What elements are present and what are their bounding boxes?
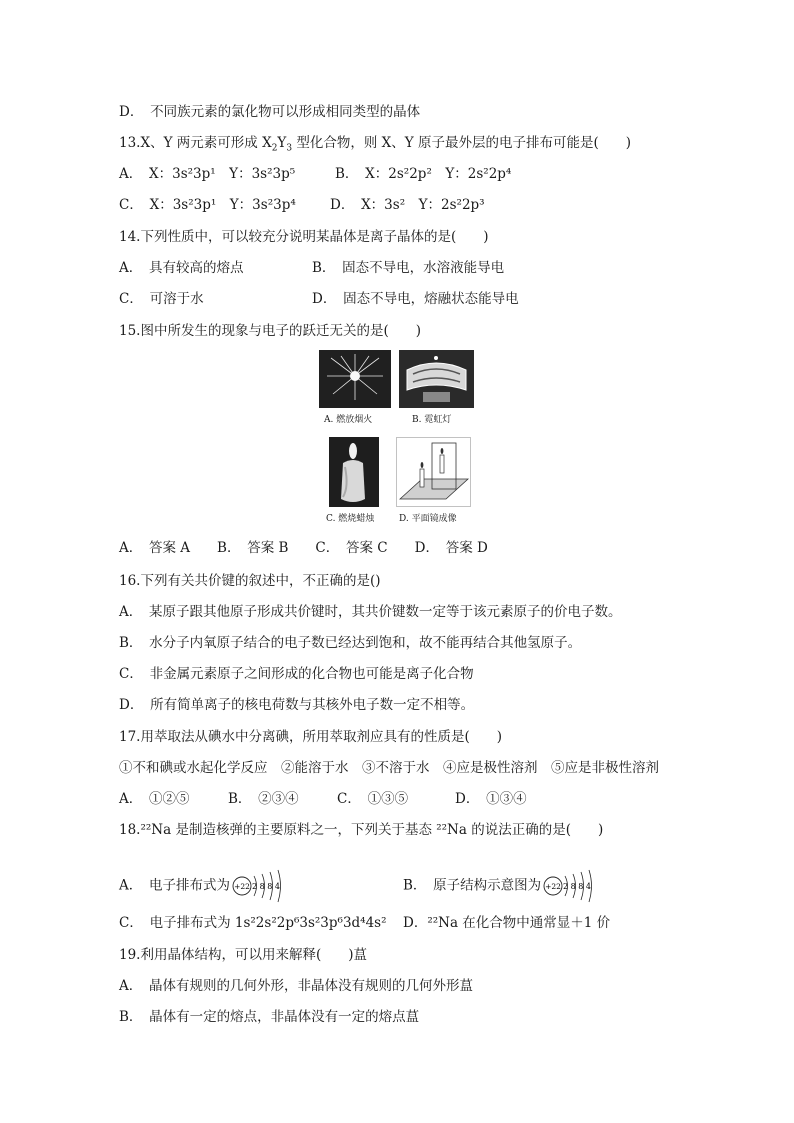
q19-stem: 19.利用晶体结构，可以用来解释( )蒀 [119, 947, 368, 963]
q14-option-c: C． 可溶于水 [119, 291, 204, 307]
q13-option-a: A． X：3s²3p¹ Y：3s²3p⁵ [119, 166, 296, 182]
q18-option-d: D．²²Na 在化合物中通常显＋1 价 [403, 915, 611, 931]
q16-option-a: A． 某原子跟其他原子形成共价键时，其共价键数一定等于该元素原子的价电子数。 [119, 604, 622, 620]
q17-option-d: D． ①③④ [455, 791, 527, 807]
q17-option-c: C． ①③⑤ [337, 791, 409, 807]
plane-mirror-diagram [396, 437, 471, 507]
figure-caption-d: D. 平面镜成像 [399, 514, 457, 524]
q17-option-a: A． ①②⑤ [119, 791, 190, 807]
q14-option-a: A． 具有较高的熔点 [119, 260, 244, 276]
atom-structure-diagram [232, 866, 290, 906]
q15-answers: A． 答案 A B． 答案 B C． 答案 C D． 答案 D [119, 540, 488, 556]
q16-option-d: D． 所有简单离子的核电荷数与其核外电子数一定不相等。 [119, 697, 475, 713]
q12-option-d: D． 不同族元素的氯化物可以形成相同类型的晶体 [119, 104, 421, 120]
figure-caption-b: B. 霓虹灯 [412, 415, 452, 425]
q14-stem: 14.下列性质中，可以较充分说明某晶体是离子晶体的是( ) [119, 229, 489, 245]
q18-stem: 18.²²Na 是制造核弹的主要原料之一，下列关于基态 ²²Na 的说法正确的是( ) [119, 822, 604, 838]
q18-option-a-label: A． 电子排布式为 [119, 877, 230, 894]
q16-option-b: B． 水分子内氧原子结合的电子数已经达到饱和，故不能再结合其他氢原子。 [119, 635, 582, 651]
atom-shells-a: 2 8 8 4 [252, 882, 280, 891]
q16-stem: 16.下列有关共价键的叙述中，不正确的是() [119, 573, 381, 589]
q14-option-b: B． 固态不导电，水溶液能导电 [312, 260, 505, 276]
q17-option-b: B． ②③④ [228, 791, 299, 807]
q13-stem-part: 13.X、Y 两元素可形成 X [119, 135, 272, 151]
atom-nucleus-a: +22 [234, 882, 250, 891]
q13-stem-y: Y [277, 135, 287, 151]
q16-option-c: C． 非金属元素原子之间形成的化合物也可能是离子化合物 [119, 666, 474, 682]
neon-light-photo [399, 350, 474, 408]
q17-stem: 17.用萃取法从碘水中分离碘，所用萃取剂应具有的性质是( ) [119, 729, 503, 745]
q13-sub-y: 3 [286, 143, 293, 154]
q18-option-b [403, 866, 601, 906]
fireworks-photo [319, 350, 391, 408]
atom-shells-b: 2 8 8 4 [563, 882, 592, 891]
q13-option-d: D． X：3s² Y：2s²2p³ [330, 197, 485, 213]
q13-option-c: C． X：3s²3p¹ Y：3s²3p⁴ [119, 197, 296, 213]
q18-option-a [119, 866, 290, 906]
q15-stem: 15.图中所发生的现象与电子的跃迁无关的是( ) [119, 323, 422, 339]
figure-caption-a: A. 燃放烟火 [324, 415, 373, 425]
q13-stem-rest: 型化合物，则 X、Y 原子最外层的电子排布可能是( ) [292, 135, 632, 151]
atom-structure-diagram [543, 866, 601, 906]
q18-option-c: C． 电子排布式为 1s²2s²2p⁶3s²3p⁶3d⁴4s² [119, 915, 387, 931]
q19-option-b: B． 晶体有一定的熔点，非晶体没有一定的熔点蒀 [119, 1009, 420, 1025]
q19-option-a: A． 晶体有规则的几何外形，非晶体没有规则的几何外形蒀 [119, 978, 473, 994]
q17-properties: ①不和碘或水起化学反应 ②能溶于水 ③不溶于水 ④应是极性溶剂 ⑤应是非极性溶剂 [119, 760, 659, 776]
candle-photo [329, 437, 379, 507]
figure-caption-c: C. 燃烧蜡烛 [326, 514, 375, 524]
q13-stem [119, 134, 631, 152]
q18-option-b-label: B． 原子结构示意图为 [403, 877, 542, 894]
q13-sub-x: 2 [271, 143, 278, 154]
atom-nucleus-b: +22 [545, 882, 562, 891]
q13-option-b: B． X：2s²2p² Y：2s²2p⁴ [335, 166, 512, 182]
q14-option-d: D． 固态不导电，熔融状态能导电 [312, 291, 519, 307]
